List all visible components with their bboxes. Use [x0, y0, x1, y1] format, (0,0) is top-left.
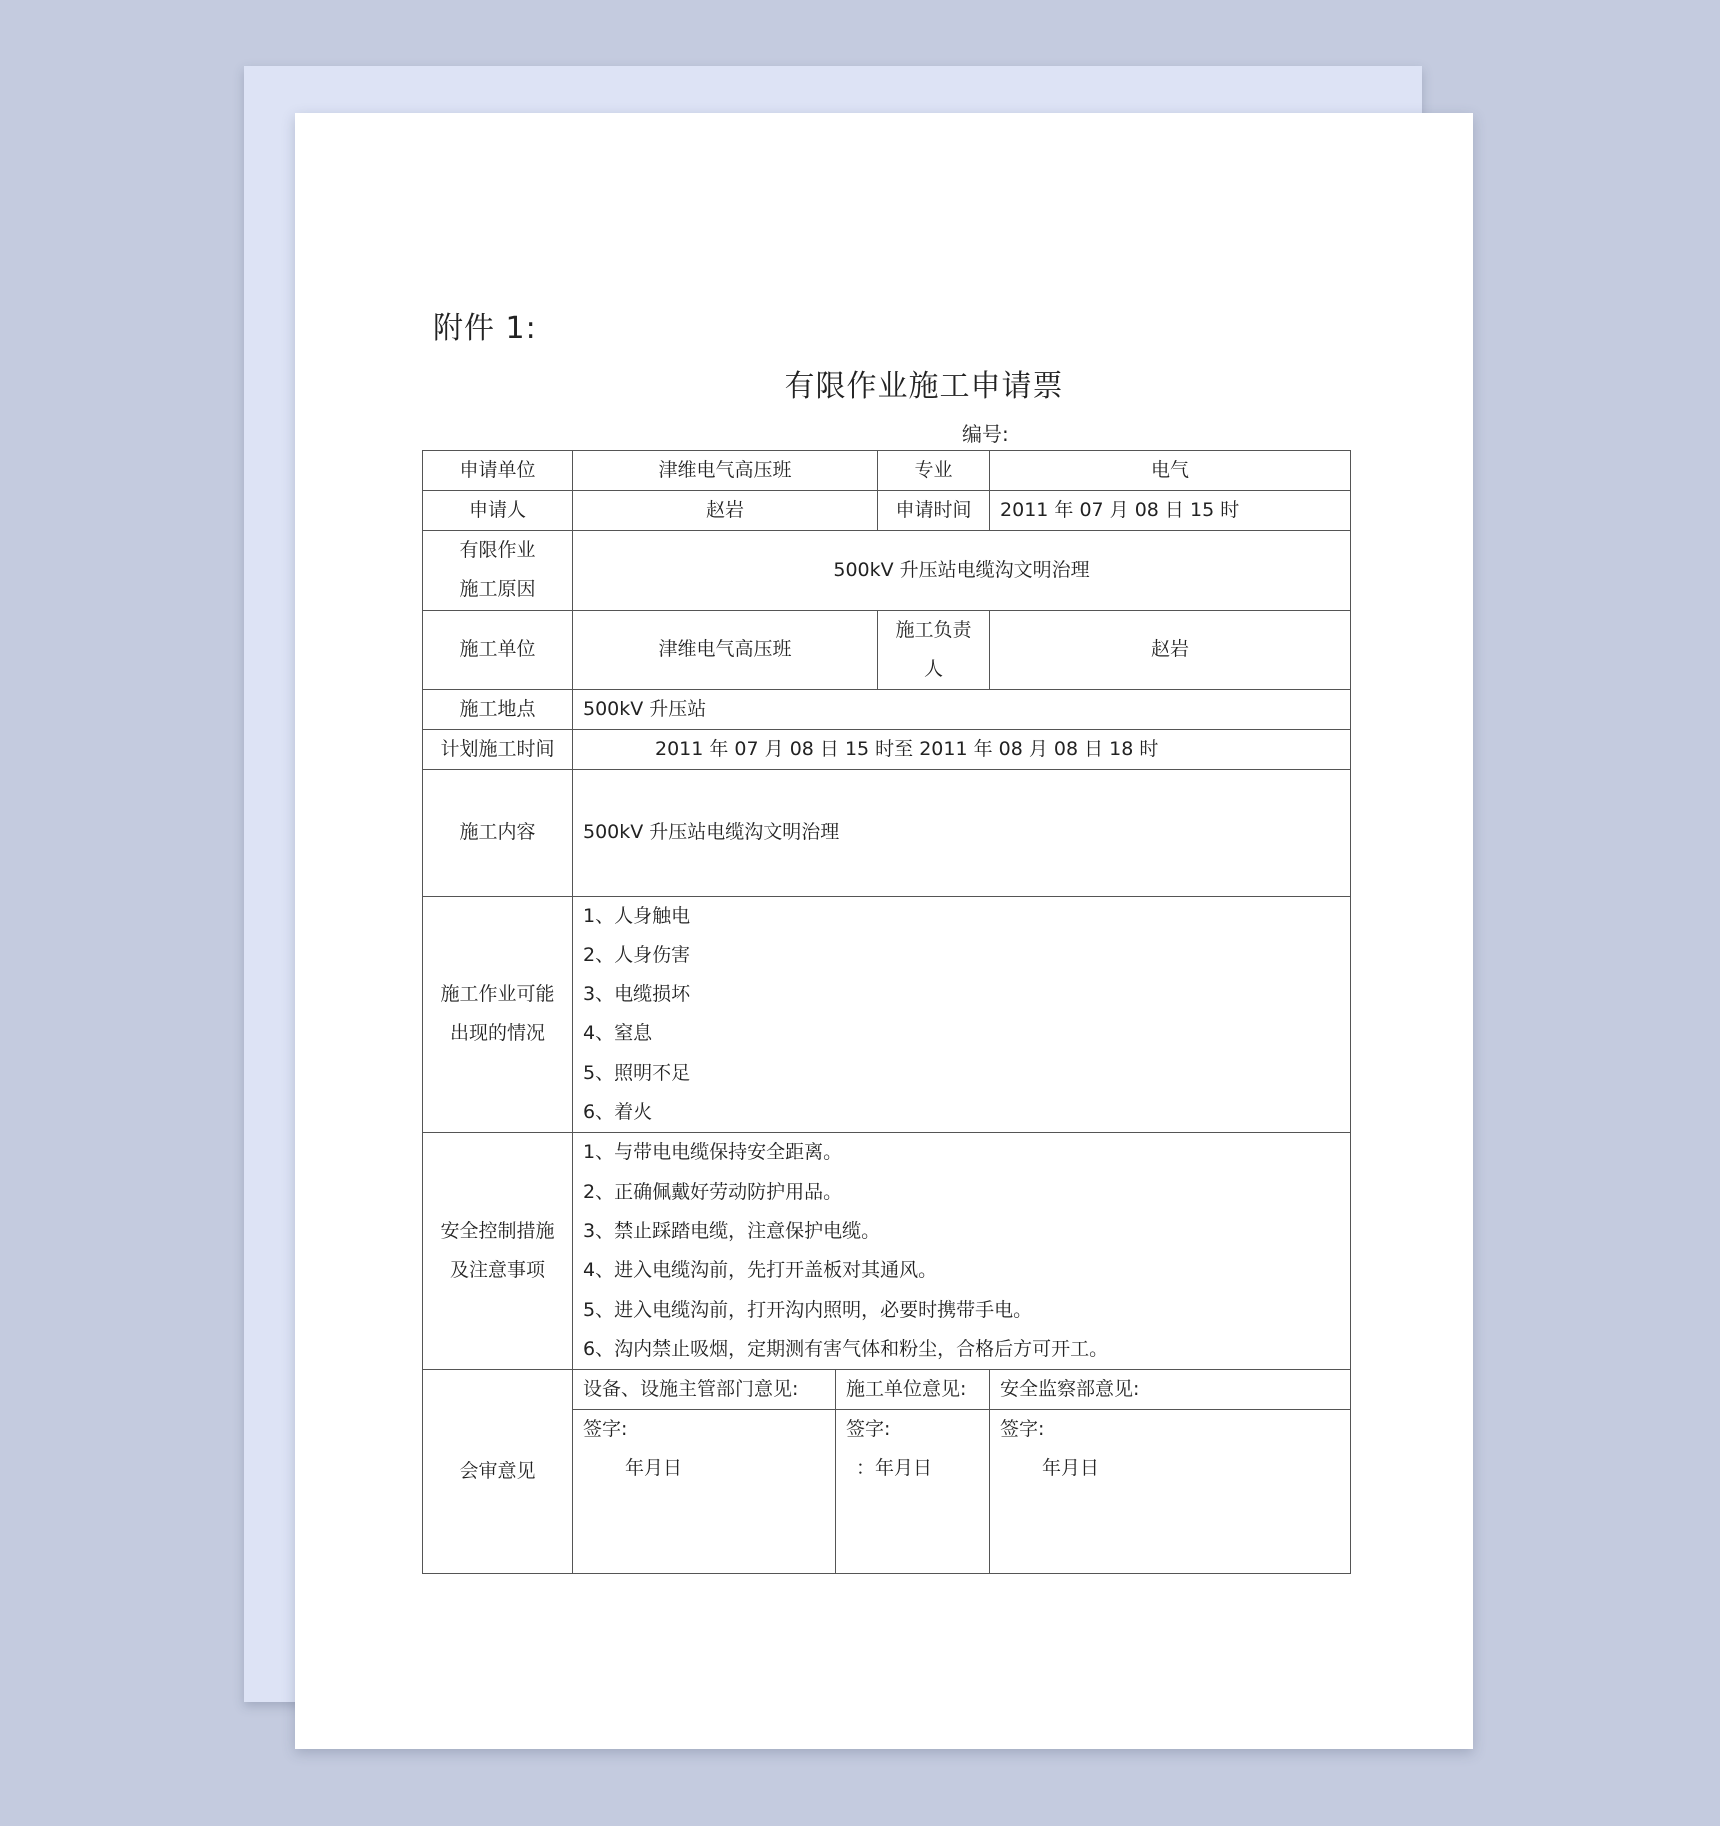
reason-value: 500kV 升压站电缆沟文明治理 — [573, 531, 1351, 611]
specialty-label: 专业 — [878, 451, 990, 491]
table-row — [423, 896, 1351, 1133]
signature-label: 签字: — [583, 1418, 628, 1441]
risks-list — [573, 896, 1351, 1133]
measures-list — [573, 1133, 1351, 1370]
list-item: 3、电缆损坏 — [583, 983, 691, 1006]
leader-label: 施工负责人 — [878, 610, 990, 689]
construction-unit-value: 津维电气高压班 — [573, 610, 878, 689]
serial-number-label: 编号: — [962, 422, 1009, 446]
review-safety-dept-heading: 安全监察部意见: — [990, 1370, 1351, 1410]
equipment-dept-signature-cell — [573, 1410, 836, 1574]
applicant-unit-label: 申请单位 — [423, 451, 573, 491]
application-form-table — [422, 450, 1351, 1574]
list-item: 2、人身伤害 — [583, 943, 691, 966]
reason-label-line: 施工原因 — [459, 578, 536, 601]
signature-label: 签字: — [1000, 1418, 1045, 1441]
applicant-value: 赵岩 — [573, 491, 878, 531]
list-item: 1、人身触电 — [583, 904, 691, 927]
safety-dept-signature-cell — [990, 1410, 1351, 1574]
measures-label — [423, 1133, 573, 1370]
table-row — [423, 1133, 1351, 1370]
reason-label-line: 有限作业 — [459, 539, 536, 561]
list-item: 4、窒息 — [583, 1022, 653, 1045]
content-label: 施工内容 — [423, 769, 573, 896]
location-value: 500kV 升压站 — [573, 689, 1351, 729]
table-row — [423, 1370, 1351, 1410]
date-label: 年月日 — [1042, 1457, 1100, 1480]
apply-time-value: 2011 年 07 月 08 日 15 时 — [990, 491, 1351, 531]
measures-label-line: 安全控制措施 — [440, 1219, 555, 1242]
construction-unit-label: 施工单位 — [423, 610, 573, 689]
date-label: ：年月日 — [856, 1457, 933, 1480]
table-row — [423, 769, 1351, 896]
signature-label: 签字: — [846, 1418, 891, 1441]
list-item: 4、进入电缆沟前，先打开盖板对其通风。 — [583, 1259, 938, 1282]
list-item: 2、正确佩戴好劳动防护用品。 — [583, 1180, 843, 1203]
review-construction-unit-heading: 施工单位意见: — [836, 1370, 990, 1410]
table-row — [423, 689, 1351, 729]
list-item: 1、与带电电缆保持安全距离。 — [583, 1141, 843, 1164]
document-title: 有限作业施工申请票 — [784, 369, 1064, 404]
planned-time-label: 计划施工时间 — [423, 729, 573, 769]
date-label: 年月日 — [625, 1457, 683, 1480]
list-item: 3、禁止踩踏电缆，注意保护电缆。 — [583, 1219, 881, 1242]
review-label: 会审意见 — [423, 1370, 573, 1574]
leader-value: 赵岩 — [990, 610, 1351, 689]
applicant-label: 申请人 — [423, 491, 573, 531]
applicant-unit-value: 津维电气高压班 — [573, 451, 878, 491]
list-item: 6、沟内禁止吸烟，定期测有害气体和粉尘，合格后方可开工。 — [583, 1337, 1109, 1360]
review-equipment-dept-heading: 设备、设施主管部门意见: — [573, 1370, 836, 1410]
list-item: 5、照明不足 — [583, 1061, 691, 1084]
specialty-value: 电气 — [990, 451, 1351, 491]
attachment-label: 附件 1: — [433, 311, 537, 346]
risks-label-line: 施工作业可能 — [440, 983, 555, 1006]
content-value: 500kV 升压站电缆沟文明治理 — [573, 769, 1351, 896]
risks-label — [423, 896, 573, 1133]
reason-label — [423, 531, 573, 611]
table-row — [423, 491, 1351, 531]
risks-label-line: 出现的情况 — [449, 1022, 545, 1045]
planned-time-value: 2011 年 07 月 08 日 15 时至 2011 年 08 月 08 日 18 时 — [573, 729, 1351, 769]
table-row — [423, 610, 1351, 689]
list-item: 5、进入电缆沟前，打开沟内照明，必要时携带手电。 — [583, 1298, 1033, 1321]
apply-time-label: 申请时间 — [878, 491, 990, 531]
table-row — [423, 729, 1351, 769]
document-page — [295, 113, 1473, 1749]
construction-unit-signature-cell — [836, 1410, 990, 1574]
location-label: 施工地点 — [423, 689, 573, 729]
table-row — [423, 451, 1351, 491]
measures-label-line: 及注意事项 — [449, 1259, 545, 1282]
table-row — [423, 531, 1351, 611]
list-item: 6、着火 — [583, 1101, 653, 1124]
